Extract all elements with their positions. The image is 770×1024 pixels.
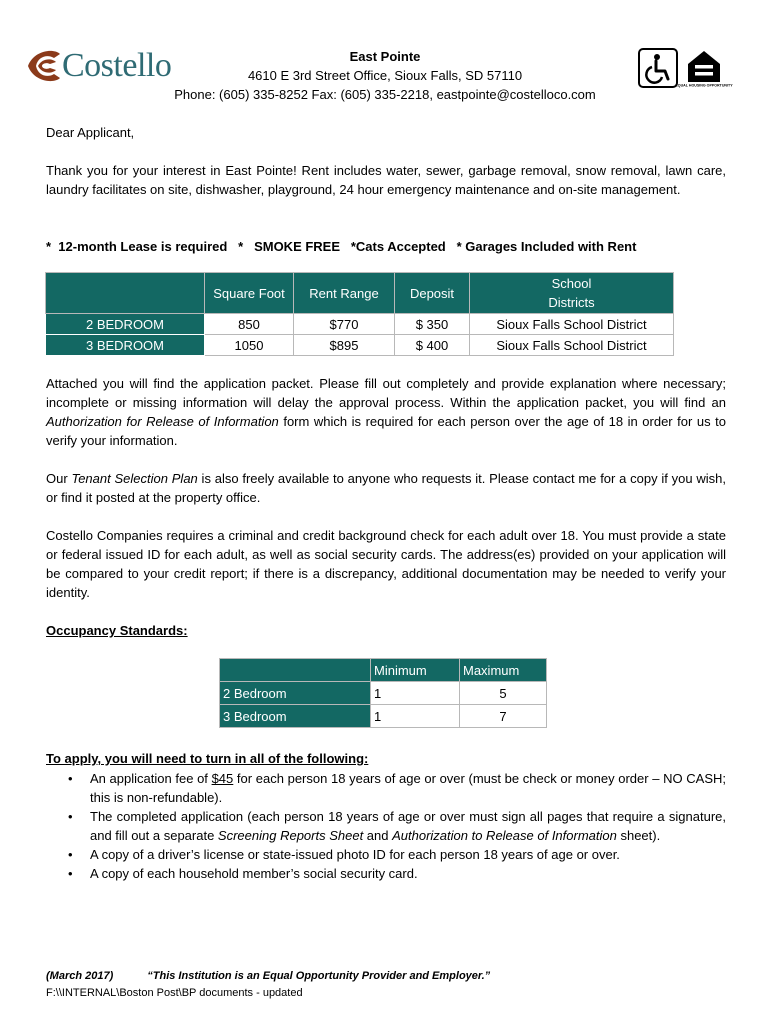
sqft-value: 1050	[205, 335, 294, 356]
occupancy-table	[219, 658, 547, 728]
max-value: 7	[460, 705, 547, 728]
unit-table	[45, 272, 674, 356]
bedroom-label: 2 Bedroom	[220, 682, 371, 705]
text-span: form which is required for each person over the age of 18 in order for us to verify your information.	[46, 414, 726, 448]
background-check-paragraph: Costello Companies requires a criminal and credit background check for each adult over 18. You must provide a state or federal issued ID for each adult, as well as social security cards. The address(es) provided on your application will be compared to your credit report; if there is a discrepancy, additional documentation may be needed to verify your identity.	[46, 528, 726, 600]
intro-paragraph: Thank you for your interest in East Pointe! Rent includes water, sewer, garbage removal, snow removal, lawn care, laundry facilitates on site, dishwasher, playground, 24 hour emergency maintenance and on-site management.	[46, 163, 726, 197]
text-span: and	[363, 828, 393, 843]
screening-sheet-name: Screening Reports Sheet	[217, 828, 364, 843]
application-packet-paragraph	[46, 374, 726, 450]
unit-table-header-school: School Districts	[470, 273, 674, 314]
footer-statement	[46, 968, 490, 984]
list-item	[46, 769, 726, 807]
apply-list	[46, 769, 726, 883]
equal-opportunity-statement: “This Institution is an Equal Opportunity Provider and Employer.”	[147, 970, 491, 982]
bullet-icon: •	[68, 866, 73, 881]
features-line: * 12-month Lease is required * SMOKE FREE *Cats Accepted * Garages Included with Rent	[46, 239, 637, 254]
tenant-selection-plan-name: Tenant Selection Plan	[71, 471, 198, 486]
apply-title: To apply, you will need to turn in all of the following:	[46, 751, 369, 766]
text-span: The completed application (each person 18 years of age or over must sign all pages that require a signature, and fill out a separate	[90, 809, 726, 843]
occupancy-title: Occupancy Standards:	[46, 623, 188, 638]
text-span: sheet).	[616, 828, 661, 843]
rent-value: $895	[294, 335, 395, 356]
occupancy-header-blank	[220, 659, 371, 682]
file-path: F:\\INTERNAL\Boston Post\BP documents - updated	[46, 987, 303, 999]
table-row	[220, 705, 547, 728]
footer-date: (March 2017)	[46, 970, 114, 982]
min-value: 1	[371, 682, 460, 705]
deposit-value: $ 400	[395, 335, 470, 356]
unit-table-header-deposit: Deposit	[395, 273, 470, 314]
list-item	[46, 807, 726, 845]
table-row	[220, 682, 547, 705]
max-value: 5	[460, 682, 547, 705]
table-row	[46, 314, 674, 335]
unit-type-label: 3 BEDROOM	[46, 335, 205, 356]
greeting: Dear Applicant,	[46, 125, 135, 140]
occupancy-header-min: Minimum	[371, 659, 460, 682]
text-span: A copy of each household member’s social security card.	[90, 866, 418, 881]
bullet-icon: •	[68, 847, 73, 862]
bullet-icon: •	[68, 771, 73, 786]
text-span: Our	[46, 471, 72, 486]
authorization-sheet-name: Authorization to Release of Information	[392, 828, 617, 843]
unit-table-header-blank	[46, 273, 205, 314]
unit-table-header-sqft: Square Foot	[205, 273, 294, 314]
list-item	[46, 864, 726, 883]
text-span: for each person 18 years of age or over (must be check or money order – NO CASH; this is non-refundable).	[90, 771, 727, 805]
tenant-selection-paragraph	[46, 469, 726, 507]
unit-type-label: 2 BEDROOM	[46, 314, 205, 335]
occupancy-header-max: Maximum	[460, 659, 547, 682]
text-span: A copy of a driver’s license or state-issued photo ID for each person 18 years of age or over.	[90, 847, 620, 862]
contact-info: Phone: (605) 335-8252 Fax: (605) 335-2218, eastpointe@costelloco.com	[174, 87, 596, 102]
rent-value: $770	[294, 314, 395, 335]
eho-label: EQUAL HOUSING OPPORTUNITY	[675, 83, 733, 88]
list-item	[46, 845, 726, 864]
unit-table-header-rent: Rent Range	[294, 273, 395, 314]
company-name: Costello	[62, 47, 172, 84]
text-span: An application fee of	[90, 771, 212, 786]
bedroom-label: 3 Bedroom	[220, 705, 371, 728]
equal-housing-opportunity-icon	[675, 48, 733, 90]
school-value: Sioux Falls School District	[470, 314, 674, 335]
handicap-accessible-icon	[638, 48, 678, 88]
property-name: East Pointe	[349, 49, 421, 64]
deposit-value: $ 350	[395, 314, 470, 335]
text-span: is also freely available to anyone who requests it. Please contact me for a copy if you wish, or find it posted at the property office.	[46, 471, 726, 505]
bullet-icon: •	[68, 809, 73, 824]
table-row	[46, 335, 674, 356]
sqft-value: 850	[205, 314, 294, 335]
text-span: Attached you will find the application packet. Please fill out completely and provide explanation where necessary; incomplete or missing information will delay the approval process. Within the application packet, you will find an	[46, 376, 726, 410]
min-value: 1	[371, 705, 460, 728]
property-address: 4610 E 3rd Street Office, Sioux Falls, SD 57110	[247, 68, 523, 83]
authorization-form-name: Authorization for Release of Information	[46, 414, 279, 429]
school-value: Sioux Falls School District	[470, 335, 674, 356]
application-fee: $45	[211, 771, 234, 786]
